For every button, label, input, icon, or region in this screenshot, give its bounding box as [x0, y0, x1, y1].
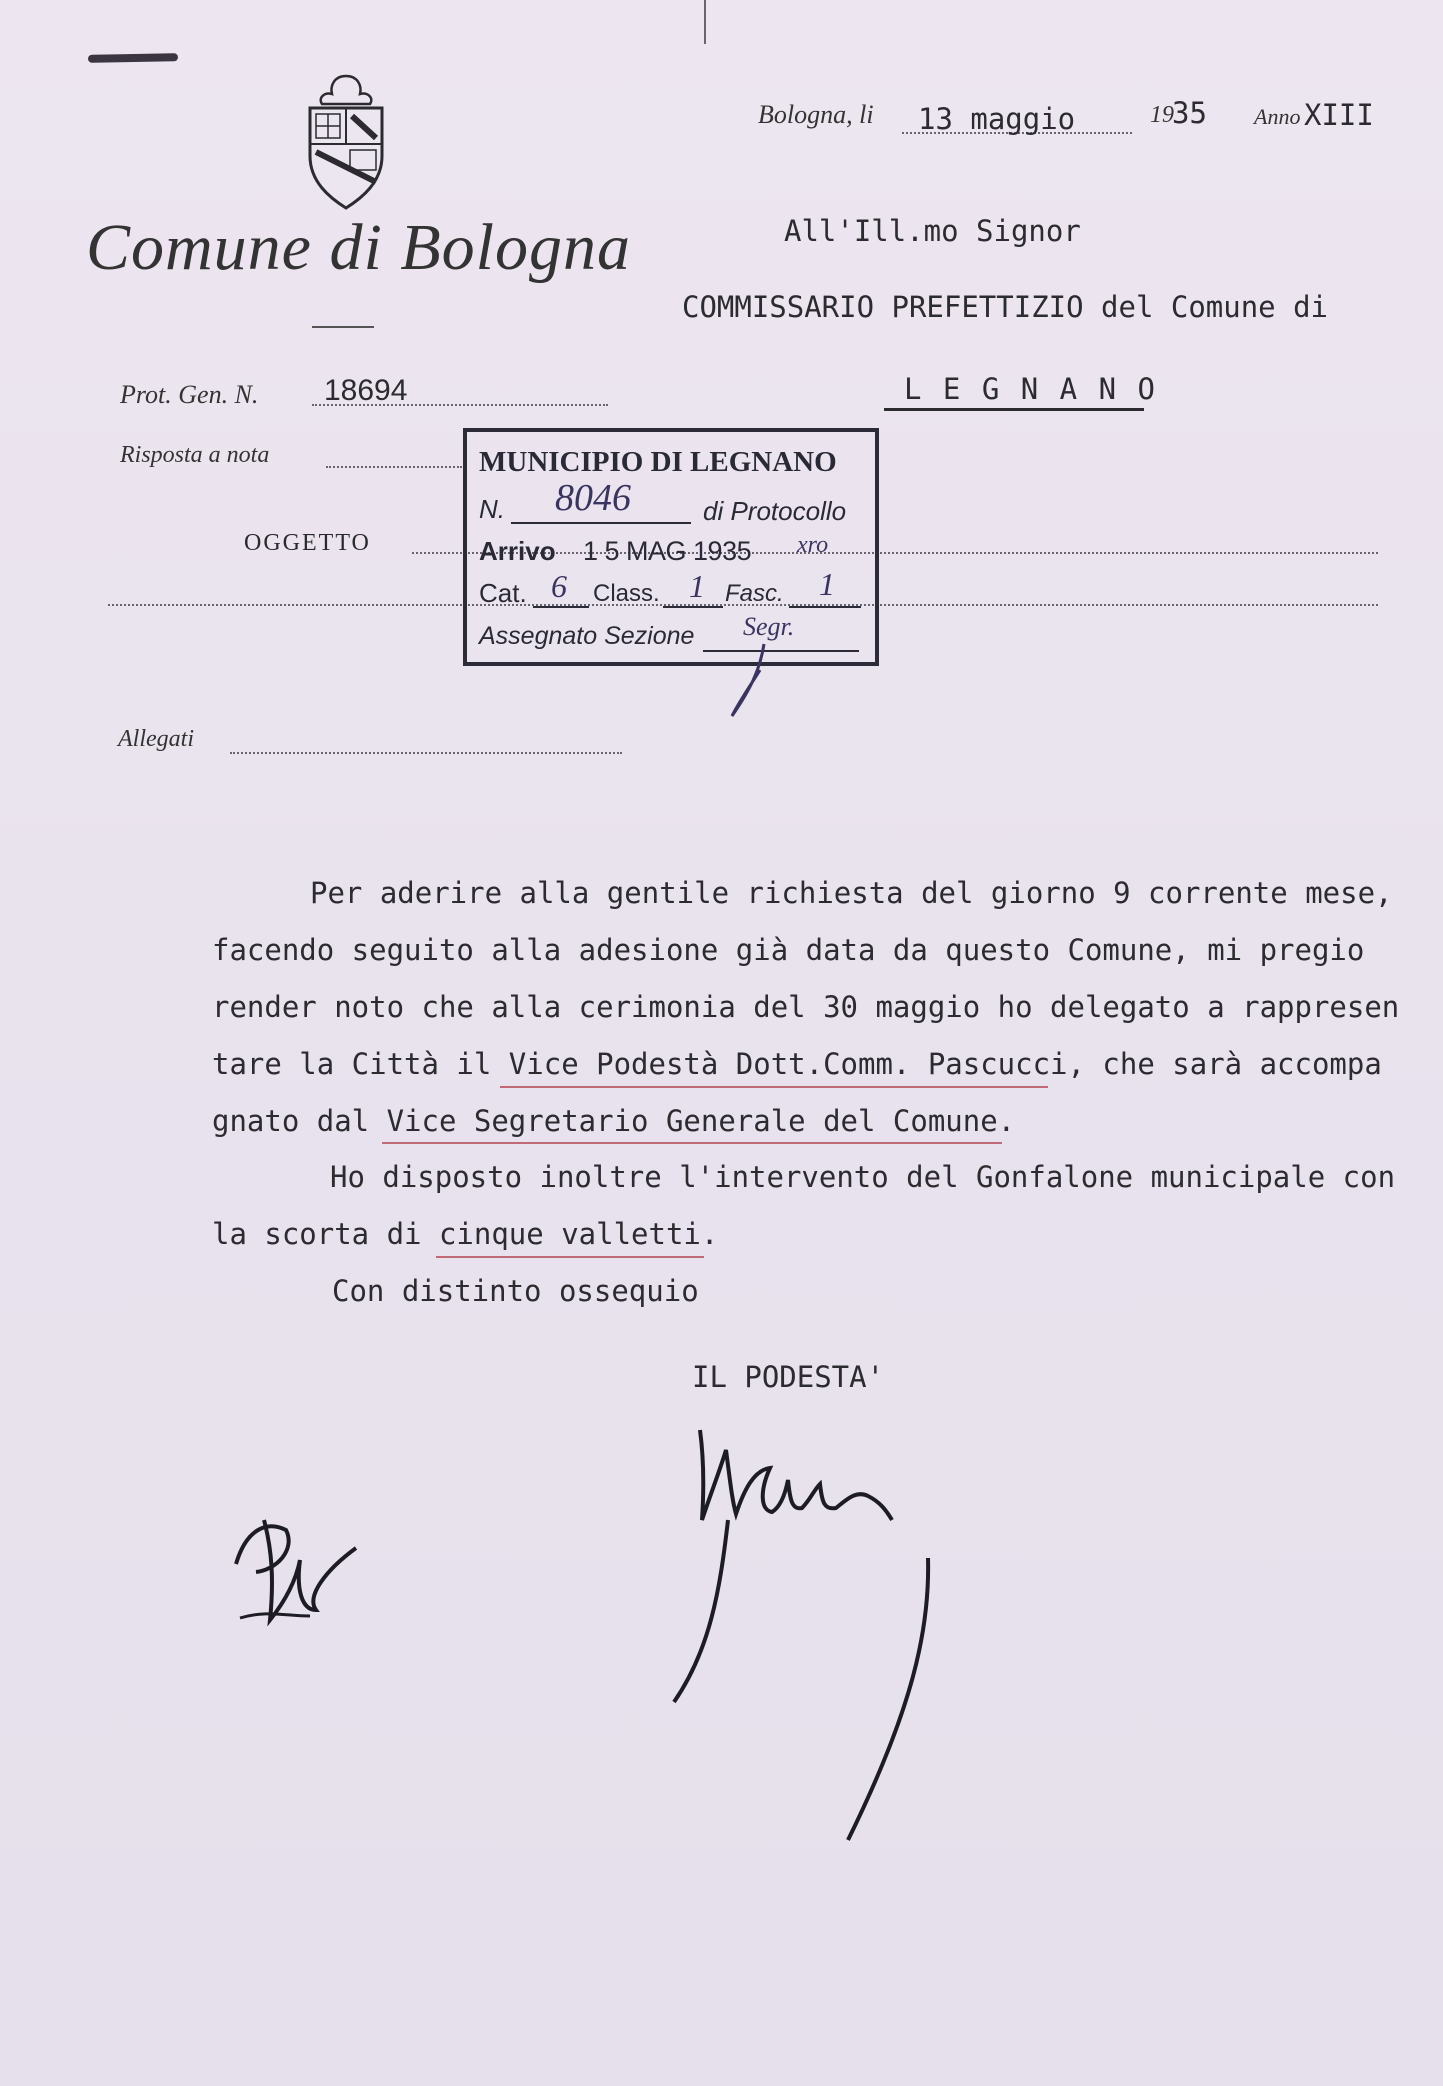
stamp-cat-underline [533, 606, 589, 608]
anno-label: Anno [1254, 104, 1301, 129]
stamp-arrivo-mark: xro [797, 532, 829, 558]
addressee-city-underline [884, 408, 1144, 411]
paper-tear-mark [88, 53, 178, 63]
stamp-fasc-label: Fasc. [725, 580, 784, 607]
prot-label: Prot. Gen. N. [120, 380, 259, 409]
addressee-city: L E G N A N O [904, 372, 1157, 406]
body-line-4: tare la Città il Vice Podestà Dott.Comm. Pascucci, che sarà accompa [212, 1047, 1382, 1081]
body-line-8: Con distinto ossequio [332, 1274, 699, 1308]
addressee-line1: All'Ill.mo Signor [784, 214, 1081, 248]
underline-vice-segretario [382, 1142, 1002, 1144]
stamp-sezione-label: Assegnato Sezione [479, 622, 695, 650]
paper-fold-mark [704, 0, 706, 44]
closing-title: IL PODESTA' [692, 1360, 885, 1394]
underline-vice-podesta [500, 1086, 1048, 1088]
place-label: Bologna, li [758, 100, 874, 129]
initials-mark-icon [226, 1500, 366, 1630]
stamp-n-underline [511, 522, 691, 524]
stamp-protocollo-label: di Protocollo [703, 496, 847, 526]
stamp-n-value: 8046 [555, 477, 631, 519]
date-value: 13 maggio [918, 102, 1076, 136]
stamp-arrivo-label: Arrivo [479, 536, 556, 566]
body-line-3: render noto che alla cerimonia del 30 maggio ho delegato a rappresen [212, 990, 1400, 1024]
stamp-class-label: Class. [593, 580, 660, 607]
bologna-coat-of-arms-icon [300, 72, 392, 212]
body-line-6: Ho disposto inoltre l'intervento del Gonfalone municipale con [330, 1160, 1396, 1194]
year-prefix: 19 [1150, 102, 1174, 128]
stamp-cat-value: 6 [551, 568, 567, 604]
body-line-5: gnato dal Vice Segretario Generale del Comune. [212, 1104, 1016, 1138]
stamp-flourish-mark [720, 640, 780, 720]
year-value: 35 [1172, 96, 1207, 130]
podesta-signature-icon [660, 1410, 950, 1850]
body-line-2: facendo seguito alla adesione già data da questo Comune, mi pregio [212, 933, 1365, 967]
heading-dash [312, 326, 374, 328]
stamp-title: MUNICIPIO DI LEGNANO [479, 446, 837, 478]
stamp-n-label: N. [479, 494, 505, 524]
stamp-sezione-value: Segr. [743, 612, 795, 641]
risposta-label: Risposta a nota [120, 442, 270, 468]
stamp-fasc-underline [789, 606, 861, 608]
stamp-cat-label: Cat. [479, 578, 527, 608]
stamp-class-underline [663, 606, 723, 608]
addressee-line2: COMMISSARIO PREFETTIZIO del Comune di [682, 290, 1329, 324]
protocol-stamp [463, 428, 879, 666]
risposta-dotline [326, 466, 462, 468]
oggetto-label: OGGETTO [244, 530, 371, 556]
city-script-heading: Comune di Bologna [86, 211, 631, 284]
stamp-fasc-value: 1 [819, 566, 835, 602]
allegati-label: Allegati [118, 726, 194, 752]
stamp-arrivo-date: 1 5 MAG 1935 [583, 536, 752, 566]
allegati-dotline [230, 752, 622, 754]
body-line-7: la scorta di cinque valletti. [212, 1217, 719, 1251]
stamp-class-value: 1 [689, 568, 705, 604]
anno-value: XIII [1304, 98, 1374, 132]
prot-value: 18694 [324, 374, 408, 407]
underline-cinque-valletti [436, 1256, 704, 1258]
body-line-1: Per aderire alla gentile richiesta del giorno 9 corrente mese, [310, 876, 1393, 910]
